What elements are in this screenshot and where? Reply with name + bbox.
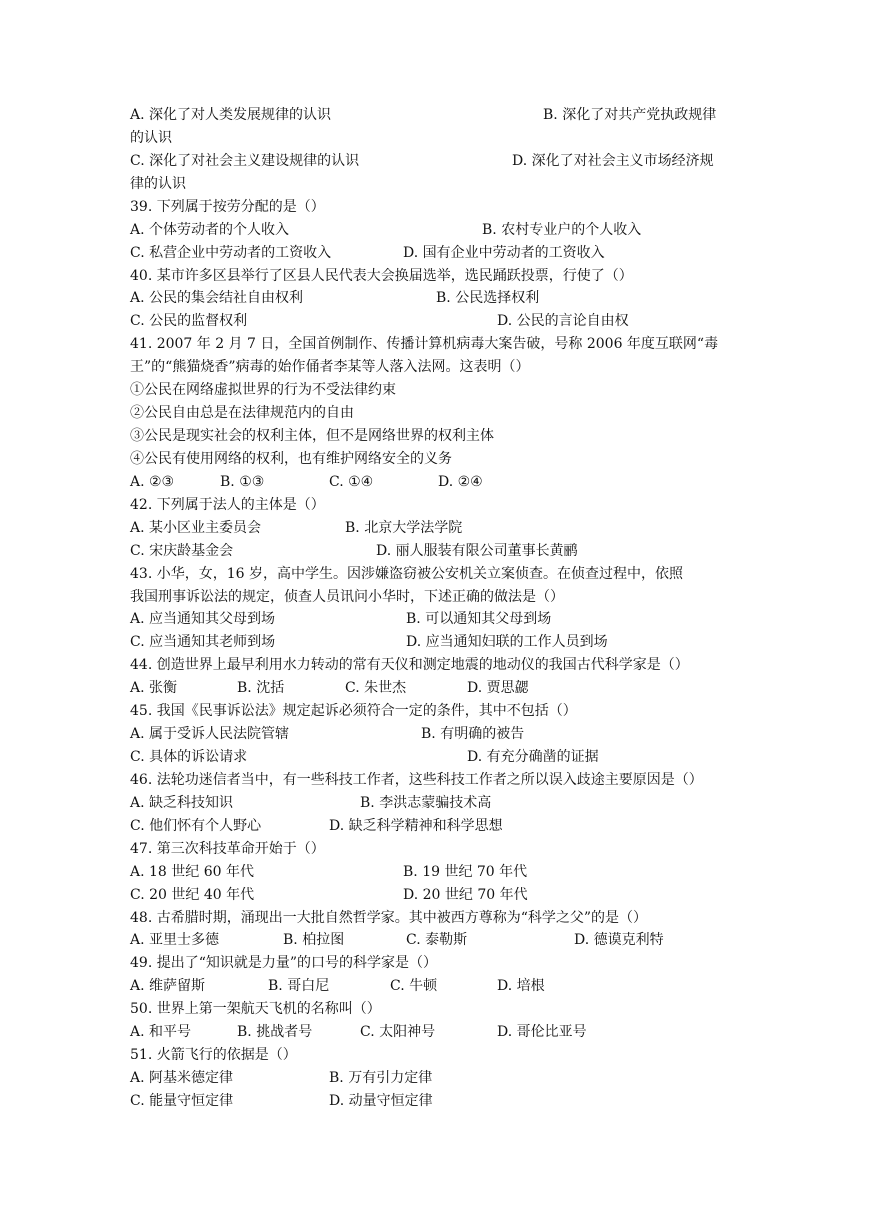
text-line: A. ②③	[130, 474, 175, 490]
text-line: B. 李洪志蒙骗技术高	[360, 795, 492, 811]
text-line: D. 20 世纪 70 年代	[403, 887, 528, 903]
text-line: 王”的“熊猫烧香”病毒的始作俑者李某等人落入法网。这表明（）	[130, 359, 530, 375]
text-line: A. 亚里士多德	[130, 932, 220, 948]
text-line: ①公民在网络虚拟世界的行为不受法律约束	[130, 382, 396, 398]
text-line: 50. 世界上第一架航天飞机的名称叫（）	[130, 1001, 381, 1017]
text-line: B. 深化了对共产党执政规律	[543, 107, 717, 123]
text-line: D. 贾思勰	[467, 680, 529, 696]
text-line: A. 维萨留斯	[130, 978, 206, 994]
text-line: D. 哥伦比亚号	[497, 1024, 587, 1040]
text-line: A. 缺乏科技知识	[130, 795, 234, 811]
text-line: C. 能量守恒定律	[130, 1093, 234, 1109]
text-line: 42. 下列属于法人的主体是（）	[130, 497, 325, 513]
text-line: 49. 提出了“知识就是力量”的口号的科学家是（）	[130, 955, 438, 971]
text-line: A. 应当通知其父母到场	[130, 611, 276, 627]
text-line: 47. 第三次科技革命开始于（）	[130, 841, 325, 857]
text-line: 51. 火箭飞行的依据是（）	[130, 1047, 297, 1063]
text-line: ④公民有使用网络的权利，也有维护网络安全的义务	[130, 451, 452, 467]
text-line: B. 万有引力定律	[329, 1070, 433, 1086]
text-line: 律的认识	[130, 176, 186, 192]
text-line: 46. 法轮功迷信者当中，有一些科技工作者，这些科技工作者之所以误入歧途主要原因是（）	[130, 772, 703, 788]
text-line: C. 太阳神号	[360, 1024, 436, 1040]
text-line: B. 公民选择权利	[436, 290, 540, 306]
text-line: 40. 某市许多区县举行了区县人民代表大会换届选举，选民踊跃投票，行使了（）	[130, 268, 633, 284]
text-line: A. 属于受诉人民法院管辖	[130, 726, 290, 742]
text-line: A. 张衡	[130, 680, 178, 696]
text-line: C. 20 世纪 40 年代	[130, 887, 255, 903]
text-line: D. 有充分确凿的证据	[467, 749, 599, 765]
text-line: B. 柏拉图	[283, 932, 345, 948]
text-line: D. 应当通知妇联的工作人员到场	[406, 634, 608, 650]
text-line: A. 阿基米德定律	[130, 1070, 234, 1086]
text-line: D. 丽人服装有限公司董事长黄鹂	[376, 543, 578, 559]
text-line: 39. 下列属于按劳分配的是（）	[130, 199, 325, 215]
text-line: 48. 古希腊时期，涌现出一大批自然哲学家。其中被西方尊称为“科学之父”的是（）	[130, 910, 648, 926]
text-line: 44. 创造世界上最早利用水力转动的常有天仪和测定地震的地动仪的我国古代科学家是（）	[130, 657, 689, 673]
text-line: 41. 2007 年 2 月 7 日，全国首例制作、传播计算机病毒大案告破，号称 2006 年度互联网“毒	[130, 336, 719, 352]
text-line: D. 国有企业中劳动者的工资收入	[403, 245, 605, 261]
text-line: D. ②④	[438, 474, 483, 490]
text-line: B. 挑战者号	[237, 1024, 313, 1040]
text-line: ②公民自由总是在法律规范内的自由	[130, 405, 354, 421]
text-line: B. 19 世纪 70 年代	[403, 864, 528, 880]
text-line: D. 公民的言论自由权	[497, 313, 629, 329]
text-line: B. 有明确的被告	[421, 726, 525, 742]
text-line: A. 深化了对人类发展规律的认识	[130, 107, 332, 123]
text-line: 45. 我国《民事诉讼法》规定起诉必须符合一定的条件，其中不包括（）	[130, 703, 577, 719]
text-line: D. 动量守恒定律	[329, 1093, 433, 1109]
text-line: D. 深化了对社会主义市场经济规	[512, 153, 714, 169]
text-line: A. 某小区业主委员会	[130, 520, 262, 536]
text-line: A. 公民的集会结社自由权利	[130, 290, 304, 306]
text-line: A. 18 世纪 60 年代	[130, 864, 254, 880]
text-line: C. 朱世杰	[345, 680, 407, 696]
text-line: C. 他们怀有个人野心	[130, 818, 262, 834]
text-line: B. ①③	[220, 474, 265, 490]
text-line: ③公民是现实社会的权利主体，但不是网络世界的权利主体	[130, 428, 494, 444]
text-line: D. 培根	[497, 978, 545, 994]
text-line: B. 农村专业户的个人收入	[482, 222, 642, 238]
text-line: C. 公民的监督权利	[130, 313, 248, 329]
text-line: C. 牛顿	[390, 978, 438, 994]
text-line: D. 德谟克利特	[574, 932, 664, 948]
text-line: 的认识	[130, 130, 172, 146]
text-line: C. 深化了对社会主义建设规律的认识	[130, 153, 360, 169]
text-line: B. 北京大学法学院	[345, 520, 463, 536]
text-line: C. 宋庆龄基金会	[130, 543, 234, 559]
text-line: C. 应当通知其老师到场	[130, 634, 276, 650]
text-line: C. ①④	[329, 474, 374, 490]
text-line: C. 私营企业中劳动者的工资收入	[130, 245, 332, 261]
text-line: C. 具体的诉讼请求	[130, 749, 248, 765]
text-line: A. 和平号	[130, 1024, 192, 1040]
text-line: B. 哥白尼	[268, 978, 330, 994]
text-line: B. 沈括	[237, 680, 285, 696]
text-line: 我国刑事诉讼法的规定，侦查人员讯问小华时，下述正确的做法是（）	[130, 589, 564, 605]
text-line: 43. 小华，女，16 岁，高中学生。因涉嫌盗窃被公安机关立案侦查。在侦查过程中，依照	[130, 566, 683, 582]
text-line: B. 可以通知其父母到场	[406, 611, 552, 627]
text-line: A. 个体劳动者的个人收入	[130, 222, 290, 238]
text-line: D. 缺乏科学精神和科学思想	[329, 818, 503, 834]
text-line: C. 泰勒斯	[406, 932, 468, 948]
